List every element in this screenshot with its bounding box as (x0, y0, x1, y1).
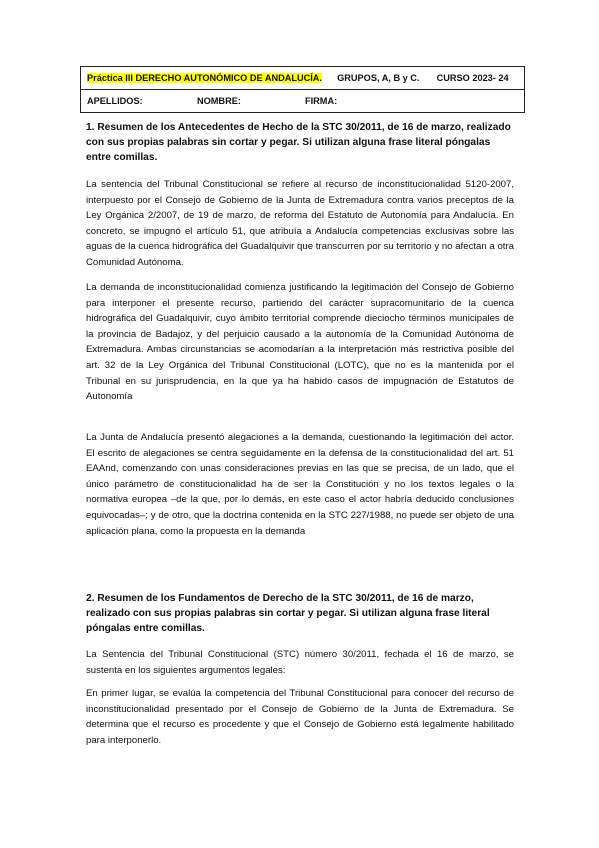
course-title: Práctica III DERECHO AUTONÓMICO DE ANDALUCÍA. (87, 73, 322, 83)
course-year: CURSO 2023- 24 (436, 73, 509, 83)
section2-paragraph-1: La Sentencia del Tribunal Constitucional (STC) número 30/2011, fechada el 16 de marzo, se sustenta en los siguientes argumentos legales: (86, 649, 514, 676)
question-1: 1. Resumen de los Antecedentes de Hecho de la STC 30/2011, de 16 de marzo, realizado con sus propias palabras sin cortar y pegar. Si utilizan alguna frase literal póngalas entre comillas. (86, 122, 511, 163)
groups-label: GRUPOS, A, B y C. (337, 73, 420, 83)
surnames-label: APELLIDOS: (87, 96, 143, 106)
header-row-title (81, 67, 525, 90)
header-table (80, 66, 525, 113)
name-label: NOMBRE: (197, 96, 241, 106)
section1-paragraph-3: La Junta de Andalucía presentó alegaciones a la demanda, cuestionando la legitimación del actor. El escrito de alegaciones se centra seguidamente en la defensa de la constitucionalidad del art. 51 EAAnd, comenzando con unas consideraciones previas en las que se precisa, de un lado, que el único parámetro de constitucionalidad ha de ser la Constitución y no los textos legales o la normativa europea –de la que, por lo demás, en este caso el actor habría deducido conclusiones equivocadas–; y de otro, que la doctrina contenida en la STC 227/1988, no puede ser objeto de una aplicación plana, como la propuesta en la demanda (86, 432, 514, 537)
section2-paragraph-2: En primer lugar, se evalúa la competencia del Tribunal Constitucional para conocer del recurso de inconstitucionalidad presentado por el Consejo de Gobierno de la Junta de Extremadura. Se determina que el recurso es procedente y que el Consejo de Gobierno está legalmente habilitado para interponerlo. (86, 688, 514, 746)
section1-paragraph-2: La demanda de inconstitucionalidad comienza justificando la legitimación del Consejo de Gobierno para interponer el presente recurso, partiendo del carácter supracomunitario de la cuenca hidrográfica del Guadalquivir, cuyo ámbito territorial comprende dieciocho términos municipales de la provincia de Badajoz, y del perjuicio causado a la autonomía de la Comunidad Autónoma de Extremadura. Ambas circunstancias se acomodarían a la interpretación más restrictiva posible del art. 32 de la Ley Orgánica del Tribunal Constitucional (LOTC), que no es la mantenida por el Tribunal en su jurisprudencia, en la que ya ha habido casos de impugnación de Estatutos de Autonomía (86, 282, 514, 403)
signature-label: FIRMA: (305, 96, 338, 106)
question-2: 2. Resumen de los Fundamentos de Derecho de la STC 30/2011, de 16 de marzo, realizado con sus propias palabras sin cortar y pegar. Si utilizan alguna frase literal póngalas entre comillas. (86, 593, 490, 634)
header-row-fields (81, 90, 525, 113)
section1-paragraph-1: La sentencia del Tribunal Constitucional se refiere al recurso de inconstitucionalidad 5120-2007, interpuesto por el Consejo de Gobierno de la Junta de Extremadura contra varios preceptos de la Ley Orgánica 2/2007, de 19 de marzo, de reforma del Estatuto de Autonomía para Andalucía. En concreto, se impugnó el artículo 51, que atribuía a Andalucía competencias exclusivas sobre las aguas de la cuenca hidrográfica del Guadalquivir que transcurren por su territorio y no afectan a otra Comunidad Autónoma. (86, 179, 514, 268)
